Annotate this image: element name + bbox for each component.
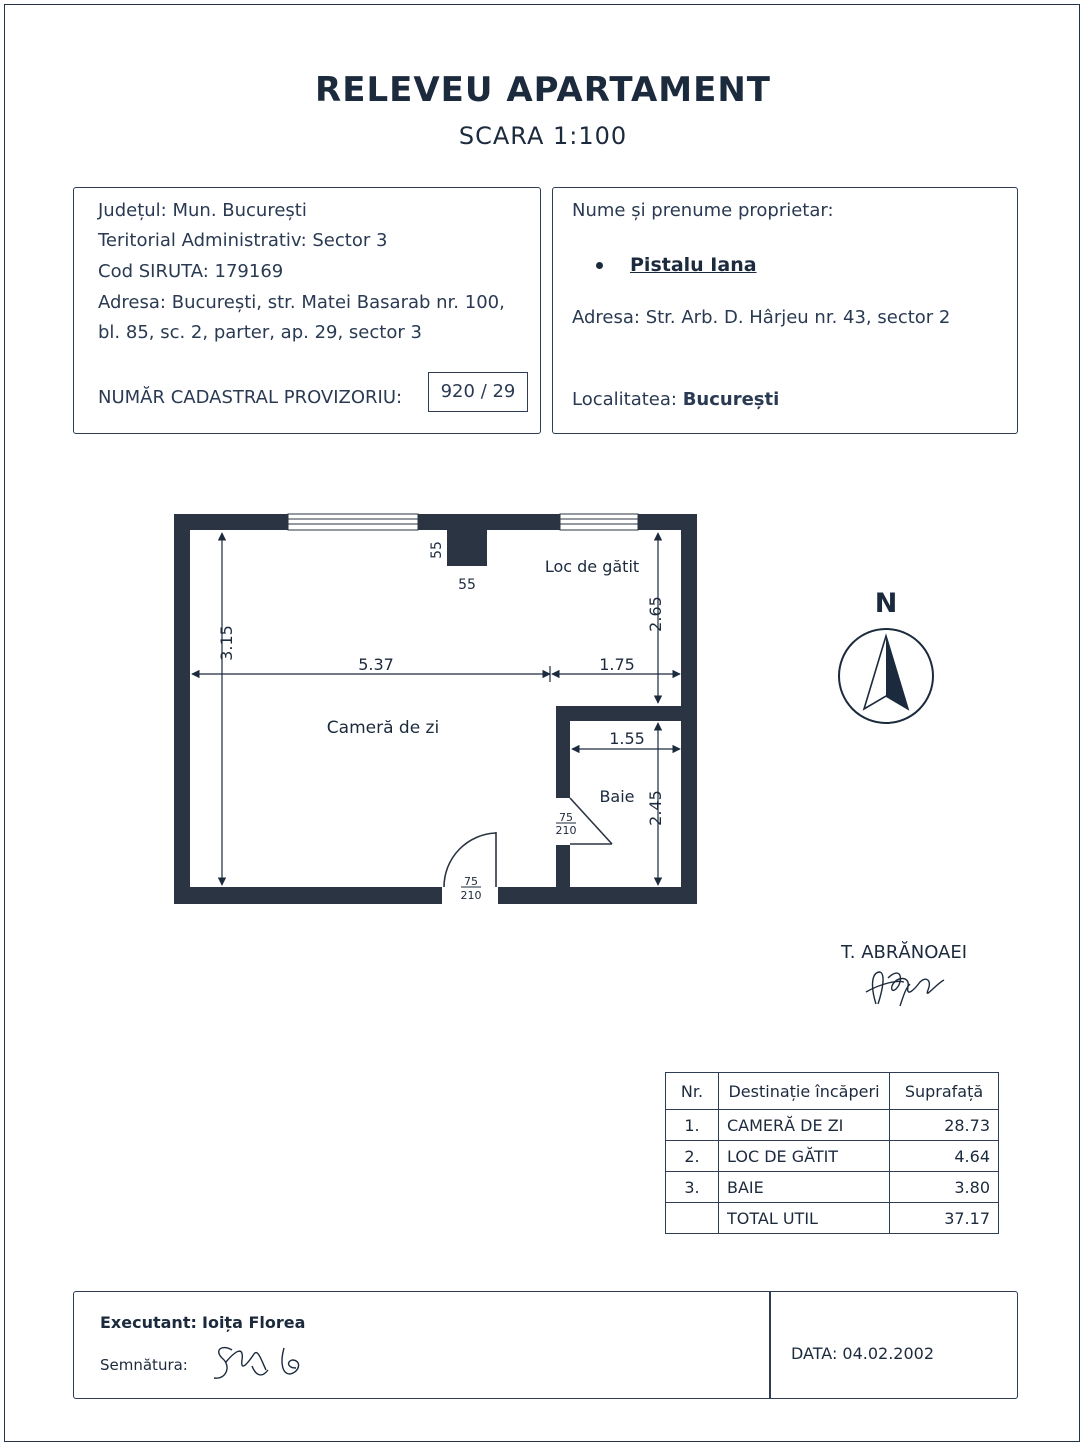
dim-width-bath: 1.55 xyxy=(609,729,645,748)
teritorial-line: Teritorial Administrativ: Sector 3 xyxy=(98,230,388,251)
dim-height-bath: 2.45 xyxy=(646,790,665,826)
locality-value: București xyxy=(682,389,780,410)
row-area: 4.64 xyxy=(890,1141,999,1172)
page-title: RELEVEU APARTAMENT xyxy=(315,70,771,110)
judet-line: Județul: Mun. București xyxy=(98,200,307,221)
owner-address: Adresa: Str. Arb. D. Hârjeu nr. 43, sector 2 xyxy=(572,307,951,328)
approver-signature xyxy=(866,972,944,1006)
north-arrow-icon xyxy=(839,588,933,723)
table-total-row xyxy=(666,1203,999,1234)
dim-width-living: 5.37 xyxy=(358,655,394,674)
table-header-nr: Nr. xyxy=(666,1073,719,1110)
row-area: 28.73 xyxy=(890,1110,999,1141)
table-row xyxy=(666,1141,999,1172)
dim-column-height: 55 xyxy=(429,541,445,559)
executant-label: Executant: xyxy=(100,1313,197,1332)
row-destination: BAIE xyxy=(719,1172,890,1203)
window-right xyxy=(560,514,638,530)
total-nr-empty xyxy=(666,1203,719,1234)
dim-width-kitchen: 1.75 xyxy=(599,655,635,674)
row-nr: 1. xyxy=(666,1110,719,1141)
bath-door-height: 210 xyxy=(555,824,577,837)
dim-height-total: 3.15 xyxy=(217,625,236,661)
dim-height-kitchen: 2.65 xyxy=(646,596,665,632)
cadastral-label: NUMĂR CADASTRAL PROVIZORIU: xyxy=(98,387,403,408)
table-row xyxy=(666,1172,999,1203)
scale-label: SCARA 1:100 xyxy=(458,122,628,150)
compass-label: N xyxy=(874,588,898,619)
cadastral-number: 920 / 29 xyxy=(428,372,528,412)
address-value-1: București, str. Matei Basarab nr. 100, xyxy=(171,292,505,313)
row-area: 3.80 xyxy=(890,1172,999,1203)
total-area: 37.17 xyxy=(890,1203,999,1234)
signature-label: Semnătura: xyxy=(100,1356,188,1374)
row-nr: 2. xyxy=(666,1141,719,1172)
row-destination: CAMERĂ DE ZI xyxy=(719,1110,890,1141)
row-nr: 3. xyxy=(666,1172,719,1203)
window-left xyxy=(288,514,418,530)
approver-name: T. ABRĂNOAEI xyxy=(840,942,968,963)
table-header-destination: Destinație încăperi xyxy=(719,1073,890,1110)
room-area-table xyxy=(665,1072,999,1234)
owner-label: Nume și prenume proprietar: xyxy=(572,200,834,221)
locality-label: Localitatea: xyxy=(572,389,677,410)
table-row xyxy=(666,1110,999,1141)
table-header-row xyxy=(666,1073,999,1110)
date-label: DATA: 04.02.2002 xyxy=(791,1344,935,1363)
room-label-living: Cameră de zi xyxy=(326,718,440,738)
table-header-area: Suprafață xyxy=(890,1073,999,1110)
total-label: TOTAL UTIL xyxy=(719,1203,890,1234)
address-line-2: bl. 85, sc. 2, parter, ap. 29, sector 3 xyxy=(98,322,422,343)
row-destination: LOC DE GĂTIT xyxy=(719,1141,890,1172)
dim-column-width: 55 xyxy=(458,577,476,593)
main-door-height: 210 xyxy=(460,889,482,902)
owner-name: Pistalu Iana xyxy=(630,254,757,276)
footer-divider xyxy=(769,1292,771,1398)
main-door-width: 75 xyxy=(464,875,478,888)
executant-name: Ioița Florea xyxy=(202,1313,306,1332)
bath-door-width: 75 xyxy=(559,811,573,824)
siruta-line: Cod SIRUTA: 179169 xyxy=(98,261,284,282)
address-label: Adresa: xyxy=(98,292,166,313)
room-label-kitchen: Loc de gătit xyxy=(544,557,640,576)
room-label-bath: Baie xyxy=(599,787,635,806)
